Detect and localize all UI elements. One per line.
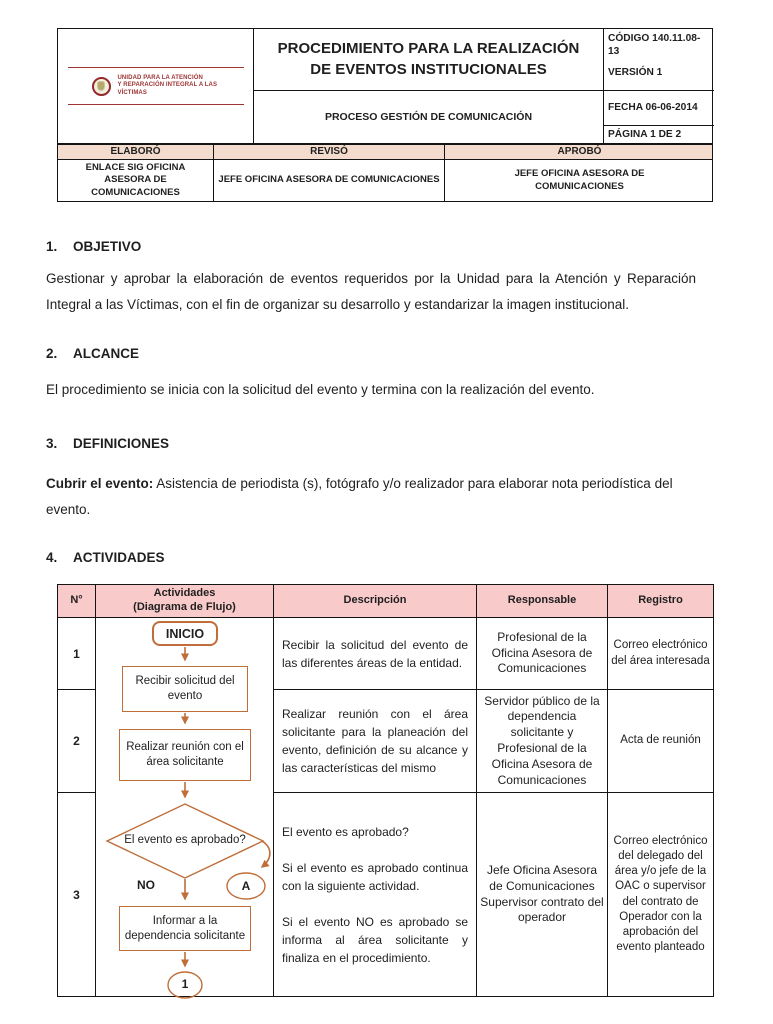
section-heading-alcance: 2. ALCANCE: [46, 346, 139, 361]
codigo-field: CÓDIGO 140.11.08-13: [608, 33, 701, 58]
aprobo-value: JEFE OFICINA ASESORA DE COMUNICACIONES: [444, 160, 714, 201]
logo-block: [66, 67, 246, 106]
col-header-registro: Registro: [608, 585, 714, 618]
flow-step1-node: Recibir solicitud del evento: [122, 666, 248, 712]
row2-responsable: Servidor público de la dependencia solicitante y Profesional de la Oficina Asesora de Comunicaciones: [477, 690, 608, 793]
approval-values-row: [58, 159, 712, 201]
row1-responsable: Profesional de la Oficina Asesora de Comunicaciones: [477, 618, 608, 690]
col-header-num: N°: [58, 585, 96, 618]
section-heading-definiciones: 3. DEFINICIONES: [46, 436, 170, 451]
definition-body: Asistencia de periodista (s), fotógrafo y/o realizador para elaborar nota periodística del evento.: [46, 476, 673, 517]
row1-descripcion: Recibir la solicitud del evento de las diferentes áreas de la entidad.: [274, 618, 477, 690]
logo-bottom-rule: [68, 104, 244, 105]
elaboro-value: ENLACE SIG OFICINA ASESORA DE COMUNICACIONES: [85, 162, 186, 198]
victims-unit-seal-icon: [92, 77, 111, 96]
fecha-field: FECHA 06-06-2014: [608, 102, 698, 114]
header-table: [57, 28, 713, 202]
alcance-paragraph: El procedimiento se inicia con la solicitud del evento y termina con la realización del evento.: [46, 382, 595, 397]
activities-table: [57, 584, 714, 997]
flow-step3-node: Informar a la dependencia solicitante: [119, 906, 251, 951]
objetivo-paragraph: Gestionar y aprobar la elaboración de eventos requeridos por la Unidad para la Atención y Reparación Integral a las Víctimas, con el fin de organizar su desarrollo y estandarizar la imagen institucional.: [46, 271, 696, 312]
header-main-grid: [58, 29, 712, 143]
logo-text-line2: Y REPARACIÓN INTEGRAL A LAS VÍCTIMAS: [117, 82, 218, 96]
section-heading-objetivo: 1. OBJETIVO: [46, 239, 142, 254]
reviso-value: JEFE OFICINA ASESORA DE COMUNICACIONES: [213, 160, 444, 201]
flow-no-label: NO: [137, 878, 155, 892]
pagina-field: PÁGINA 1 DE 2: [608, 128, 682, 140]
row1-registro: Correo electrónico del área interesada: [608, 618, 714, 690]
col-header-descripcion: Descripción: [274, 585, 477, 618]
unit-logo: [58, 29, 254, 143]
flow-step2-node: Realizar reunión con el área solicitante: [119, 729, 251, 781]
codigo-version-cell: [603, 29, 714, 91]
document-title: PROCEDIMIENTO PARA LA REALIZACIÓN DE EVENTOS INSTITUCIONALES: [254, 29, 603, 91]
row3-descripcion: El evento es aprobado? Si el evento es aprobado continua con la siguiente actividad. Si el evento NO es aprobado se informa al área solicitante y finaliza en el procedimiento.: [274, 793, 477, 997]
row2-registro: Acta de reunión: [608, 690, 714, 793]
approval-labels-row: [58, 143, 712, 159]
definition-term: Cubrir el evento:: [46, 476, 154, 491]
reviso-label: REVISÓ: [213, 145, 444, 159]
flow-connector-1-label: 1: [181, 977, 189, 991]
col-header-actividades: Actividades (Diagrama de Flujo): [96, 585, 274, 618]
flow-start-node: INICIO: [152, 621, 218, 646]
pagina-cell: [603, 126, 714, 143]
logo-text-line1: UNIDAD PARA LA ATENCIÓN: [117, 74, 203, 81]
row1-num: 1: [58, 618, 96, 690]
version-field: VERSIÓN 1: [608, 66, 663, 78]
definiciones-paragraph: [46, 471, 686, 523]
logo-text: [118, 75, 242, 98]
row3-registro: Correo electrónico del delegado del área y/o jefe de la OAC o supervisor del contrato de Operador con la aprobación del evento planteado: [608, 793, 714, 997]
flow-connector-a-label: A: [241, 879, 251, 893]
flowchart-cell: [96, 618, 274, 997]
section-heading-actividades: 4. ACTIVIDADES: [46, 550, 165, 565]
row2-num: 2: [58, 690, 96, 793]
process-subtitle: PROCESO GESTIÓN DE COMUNICACIÓN: [324, 111, 533, 123]
col-header-responsable: Responsable: [477, 585, 608, 618]
row3-responsable: Jefe Oficina Asesora de Comunicaciones Supervisor contrato del operador: [477, 793, 608, 997]
elaboro-label: ELABORÓ: [110, 146, 161, 157]
row2-descripcion: Realizar reunión con el área solicitante para la planeación del evento, definición de su alcance y las características del mismo: [274, 690, 477, 793]
fecha-cell: [603, 91, 714, 126]
logo-row: [66, 68, 246, 105]
flow-decision-label: El evento es aprobado?: [124, 834, 246, 846]
row3-num: 3: [58, 793, 96, 997]
aprobo-label: APROBÓ: [444, 145, 714, 159]
